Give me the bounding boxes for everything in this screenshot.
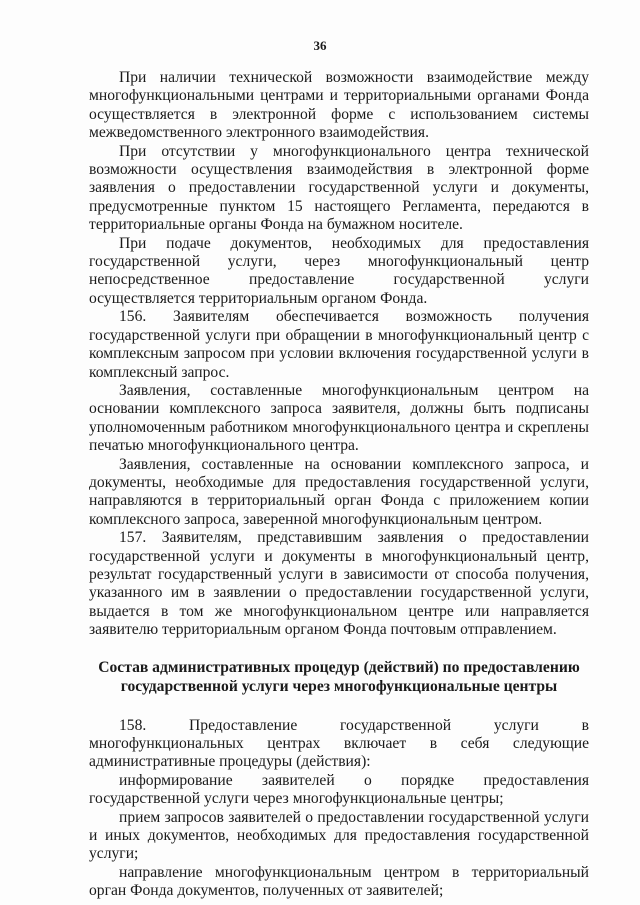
paragraph: прием запросов заявителей о предоставлении государственной услуги и иных документов, необходимых для предоставления государственной услуги; bbox=[89, 808, 589, 863]
page-number: 36 bbox=[313, 38, 327, 53]
paragraph: Заявления, составленные многофункциональным центром на основании комплексного запроса заявителя, должны быть подписаны уполномоченным работником многофункционального центра и скреплены печатью многофункционального центра. bbox=[89, 381, 589, 455]
paragraph: Заявления, составленные на основании комплексного запроса, и документы, необходимые для предоставления государственной услуги, направляются в территориальный орган Фонда с приложением копии комплексного запроса, заверенной многофункциональным центром. bbox=[89, 455, 589, 528]
paragraph: 156. Заявителям обеспечивается возможность получения государственной услуги при обращении в многофункциональный центр с комплексным запросом при условии включения государственной услуги в комплексный запрос. bbox=[89, 308, 589, 381]
paragraph: 157. Заявителям, представившим заявления о предоставлении государственной услуги и документы в многофункциональный центр, результат государственный услуги в зависимости от способа получения, указанного им в заявлении о предоставлении государственной услуги, выдается в том же многофункциональном центре или направляется заявителю территориальным органом Фонда почтовым отправлением. bbox=[89, 529, 589, 639]
paragraph: информирование заявителей о порядке предоставления государственной услуги через многофункциональные центры; bbox=[89, 771, 589, 808]
paragraph: При подаче документов, необходимых для предоставления государственной услуги, через многофункциональный центр непосредственное предоставление государственной услуги осуществляется территориальным органом Фонда. bbox=[89, 234, 589, 307]
paragraph: При наличии технической возможности взаимодействие между многофункциональными центрами и территориальными органами Фонда осуществляется в электронной форме с использованием системы межведомственного электронного взаимодействия. bbox=[89, 69, 589, 142]
paragraph: 158. Предоставление государственной услуги в многофункциональных центрах включает в себя следующие административные процедуры (действия): bbox=[89, 716, 589, 771]
section-heading: Состав административных процедур (действий) по предоставлению государственной услуги через многофункциональные центры bbox=[98, 658, 580, 695]
paragraph: направление многофункциональным центром в территориальный орган Фонда документов, полученных от заявителей; bbox=[89, 863, 589, 900]
document-body bbox=[89, 69, 589, 901]
paragraph: При отсутствии у многофункционального центра технической возможности осуществления взаимодействия в электронной форме заявления о предоставлении государственной услуги и документы, предусмотренные пунктом 15 настоящего Регламента, передаются в территориальные органы Фонда на бумажном носителе. bbox=[89, 142, 589, 234]
